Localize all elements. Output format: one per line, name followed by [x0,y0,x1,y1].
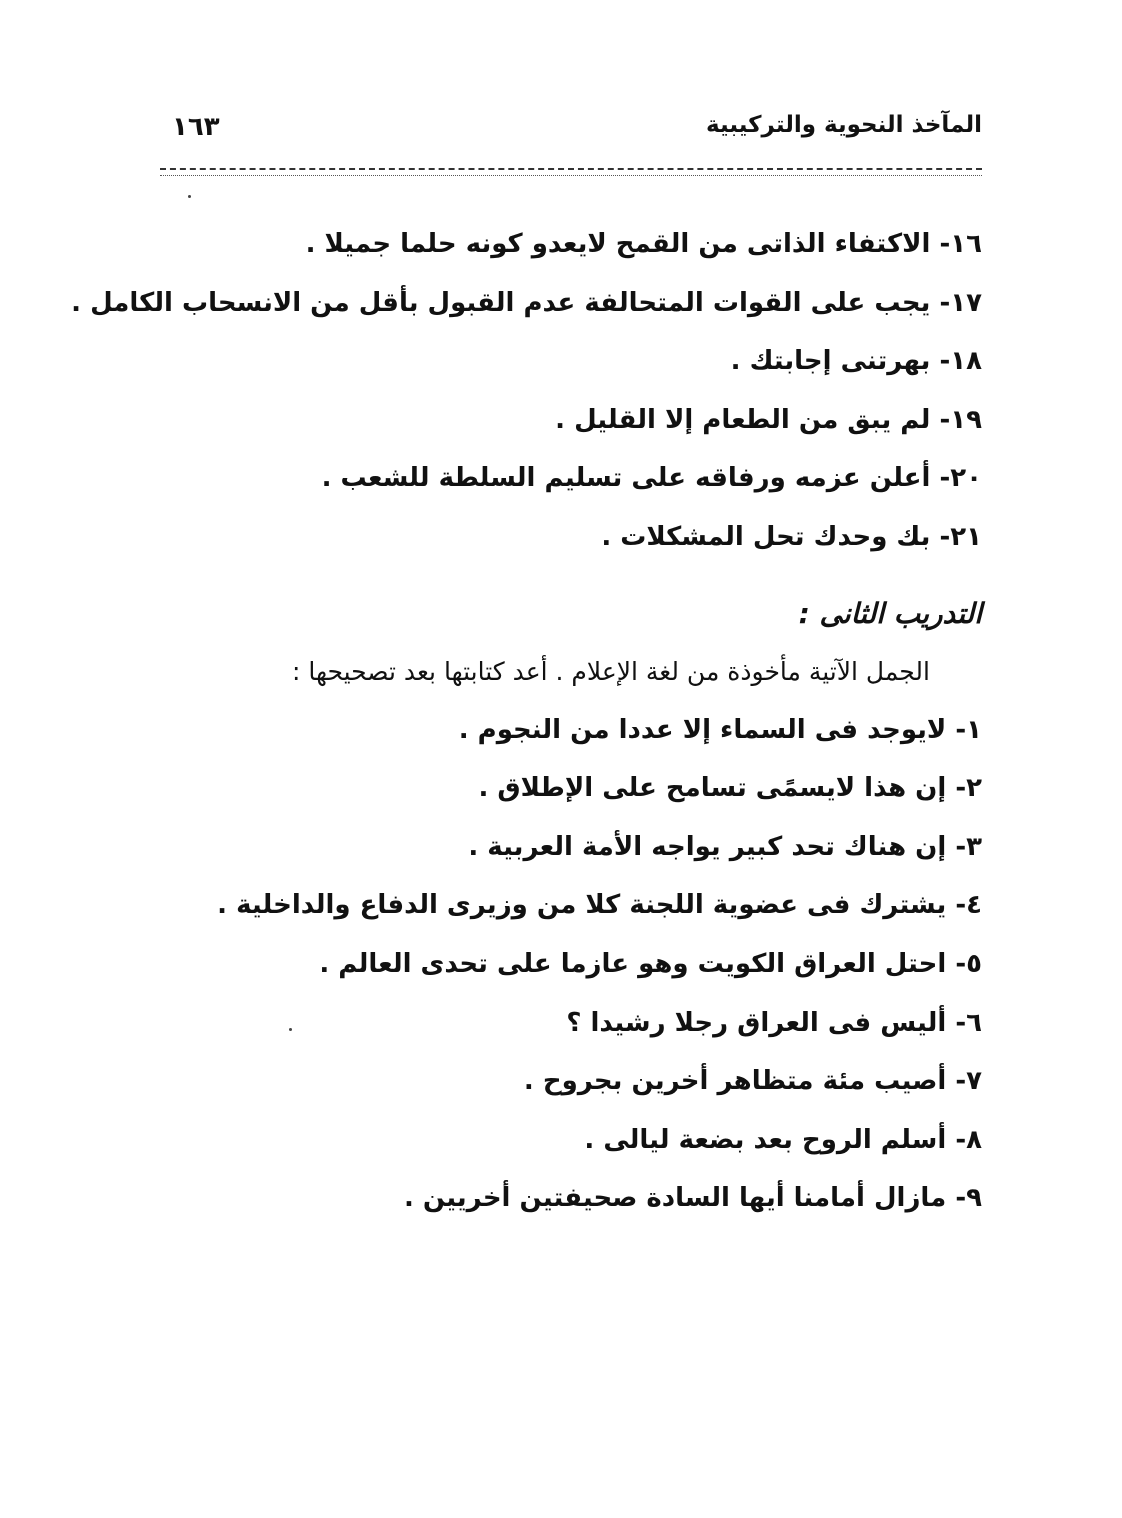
list-item: ١٩- لم يبق من الطعام إلا القليل . [555,404,982,435]
page-content [71,222,982,1235]
list-item: ٨- أسلم الروح بعد بضعة ليالى . [584,1124,982,1155]
scan-speck [188,195,191,198]
list-item: ٥- احتل العراق الكويت وهو عازما على تحدى العالم . [319,948,982,979]
list-item: ٩- مازال أمامنا أيها السادة صحيفتين أخريين . [403,1183,982,1214]
page-header [160,112,982,152]
list-item: ١٦- الاكتفاء الذاتى من القمح لايعدو كونه حلما جميلا . [305,229,982,259]
exercise-instruction: الجمل الآتية مأخوذة من لغة الإعلام . أعد كتابتها بعد تصحيحها : [291,656,930,686]
list-item: ٧- أصيب مئة متظاهر أخرين بجروح . [523,1066,982,1097]
list-item: ١٨- بهرتنى إجابتك . [730,346,982,377]
list-item: ١- لايوجد فى السماء إلا عددا من النجوم . [458,714,982,745]
header-divider [160,168,982,176]
list-item: ٣- إن هناك تحد كبير يواجه الأمة العربية . [468,831,982,862]
running-title: المآخذ النحوية والتركيبية [706,112,982,138]
list-item: ٤- يشترك فى عضوية اللجنة كلا من وزيرى الدفاع والداخلية . [217,890,982,921]
list-item: ٢٠- أعلن عزمه ورفاقه على تسليم السلطة للشعب . [321,463,982,494]
list-item: ٢١- بك وحدك تحل المشكلات . [601,521,982,552]
list-item: ١٧- يجب على القوات المتحالفة عدم القبول بأقل من الانسحاب الكامل . [71,287,982,318]
list-item: ٢- إن هذا لايسمًى تسامح على الإطلاق . [478,773,982,804]
section-heading: التدريب الثانى : [798,596,982,630]
page-number: ١٦٣ [172,112,220,142]
list-item: ٦- أليس فى العراق رجلا رشيدا ؟ [566,1007,982,1038]
